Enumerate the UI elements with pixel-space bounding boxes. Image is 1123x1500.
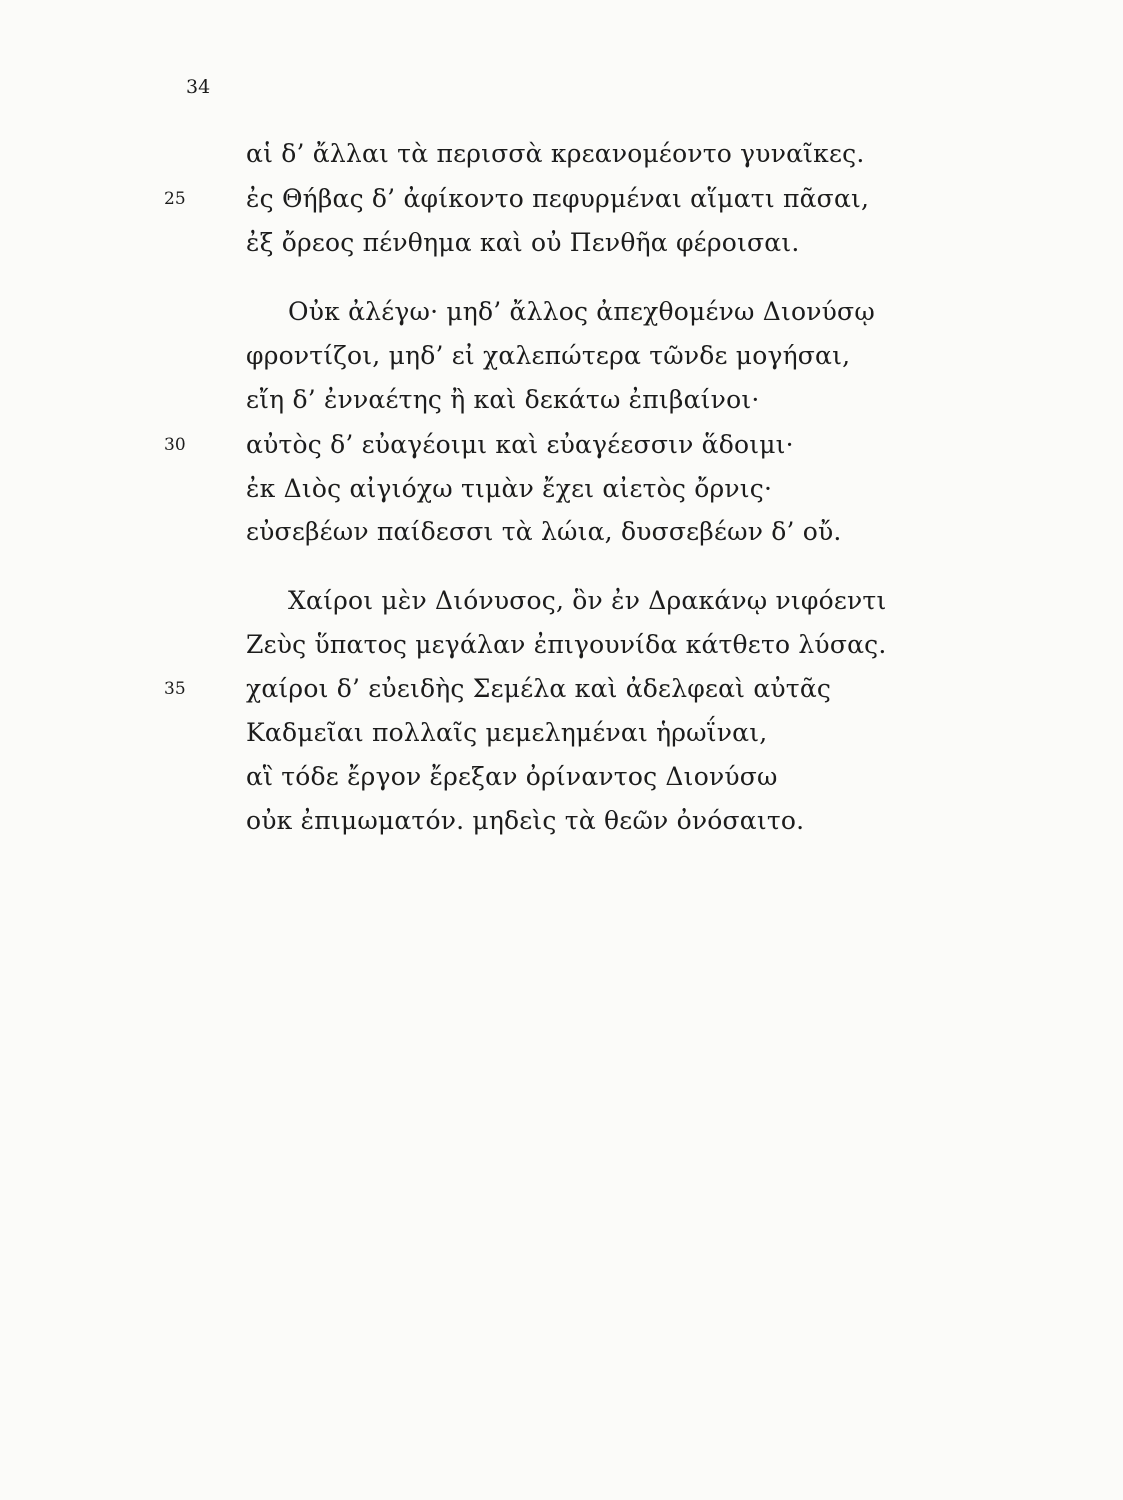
verse-line: αἱ δ’ ἄλλαι τὰ περισσὰ κρεανομέοντο γυναῖκες. — [246, 139, 865, 168]
verse-line: χαίροι δ’ εὐειδὴς Σεμέλα καὶ ἀδελφεαὶ αὐτᾶς — [246, 674, 832, 703]
line-number-30: 30 — [164, 435, 186, 455]
verse-line: ἐκ Διὸς αἰγιόχω τιμὰν ἔχει αἰετὸς ὄρνις· — [246, 474, 773, 503]
verse-line: αἳ τόδε ἔργον ἔρεξαν ὀρίναντος Διονύσω — [246, 762, 778, 791]
verse-line: ἐς Θήβας δ’ ἀφίκοντο πεφυρμέναι αἵματι πᾶσαι, — [246, 184, 870, 213]
verse-line: εὐσεβέων παίδεσσι τὰ λώια, δυσσεβέων δ’ οὔ. — [246, 517, 842, 546]
page-number: 34 — [186, 76, 211, 98]
verse-line: Οὐκ ἀλέγω· μηδ’ ἄλλος ἀπεχθομένω Διονύσῳ — [288, 297, 875, 326]
verse-line: αὐτὸς δ’ εὐαγέοιμι καὶ εὐαγέεσσιν ἅδοιμι· — [246, 430, 794, 459]
verse-line: οὐκ ἐπιμωματόν. μηδεὶς τὰ θεῶν ὀνόσαιτο. — [246, 806, 805, 835]
verse-line: Χαίροι μὲν Διόνυσος, ὃν ἐν Δρακάνῳ νιφόεντι — [288, 586, 887, 615]
line-number-35: 35 — [164, 679, 186, 699]
verse-line: Ζεὺς ὕπατος μεγάλαν ἐπιγουνίδα κάτθετο λύσας. — [246, 630, 887, 659]
verse-line: φροντίζοι, μηδ’ εἰ χαλεπώτερα τῶνδε μογήσαι, — [246, 341, 851, 370]
line-number-25: 25 — [164, 189, 186, 209]
verse-line: ἐξ ὄρεος πένθημα καὶ οὐ Πενθῆα φέροισαι. — [246, 228, 800, 257]
verse-line: Καδμεῖαι πολλαῖς μεμελημέναι ἡρωΐναι, — [246, 718, 768, 747]
verse-line: εἴη δ’ ἐνναέτης ἢ καὶ δεκάτω ἐπιβαίνοι· — [246, 385, 760, 414]
